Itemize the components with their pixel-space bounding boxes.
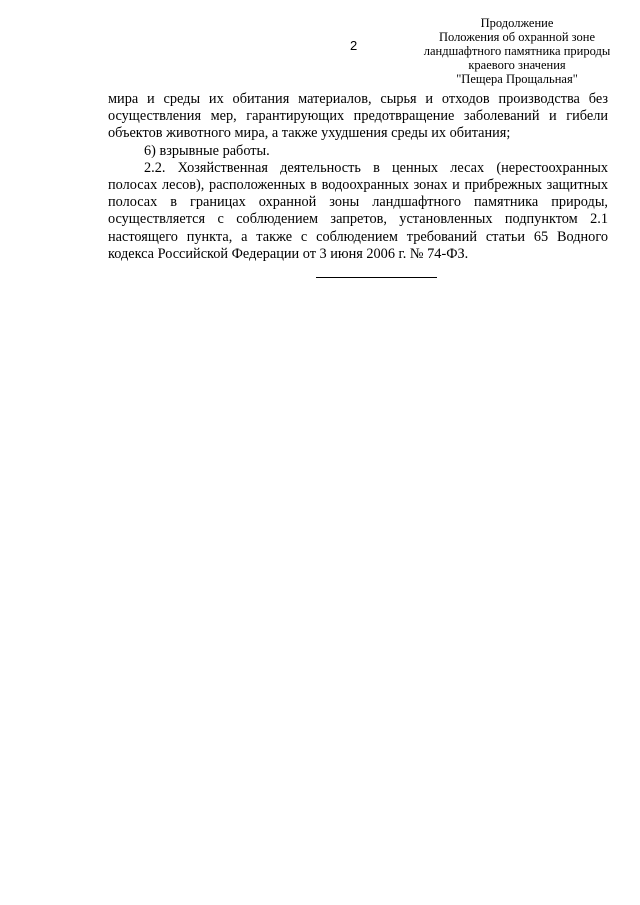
page-number: 2 — [350, 38, 358, 53]
continuation-header-line: "Пещера Прощальная" — [456, 72, 578, 86]
paragraph-continuation: мира и среды их обитания материалов, сырья и отходов производства без осуществления мер, гарантирующих предотвращение заболеваний и гибели объектов животного мира, а также ухудшения среды их обитания; — [108, 91, 608, 142]
document-body — [108, 91, 608, 263]
continuation-header-line: ландшафтного памятника природы — [423, 44, 611, 58]
end-of-text-rule — [316, 277, 437, 278]
continuation-header-line: Продолжение — [480, 16, 554, 30]
continuation-header-line: краевого значения — [468, 58, 566, 72]
paragraph-item-6: 6) взрывные работы. — [144, 142, 270, 159]
paragraph-2-2: 2.2. Хозяйственная деятельность в ценных лесах (нерестоохранных полосах лесов), расположенных в водоохранных зонах и прибрежных защитных полосах в границах охранной зоны ландшафтного памятника природы, осуществляется с соблюдением запретов, установленных подпунктом 2.1 настоящего пункта, а также с соблюдением требований статьи 65 Водного кодекса Российской Федерации от 3 июня 2006 г. № 74-ФЗ. — [108, 159, 608, 262]
continuation-header-line: Положения об охранной зоне — [438, 30, 596, 44]
continuation-header — [412, 16, 622, 86]
